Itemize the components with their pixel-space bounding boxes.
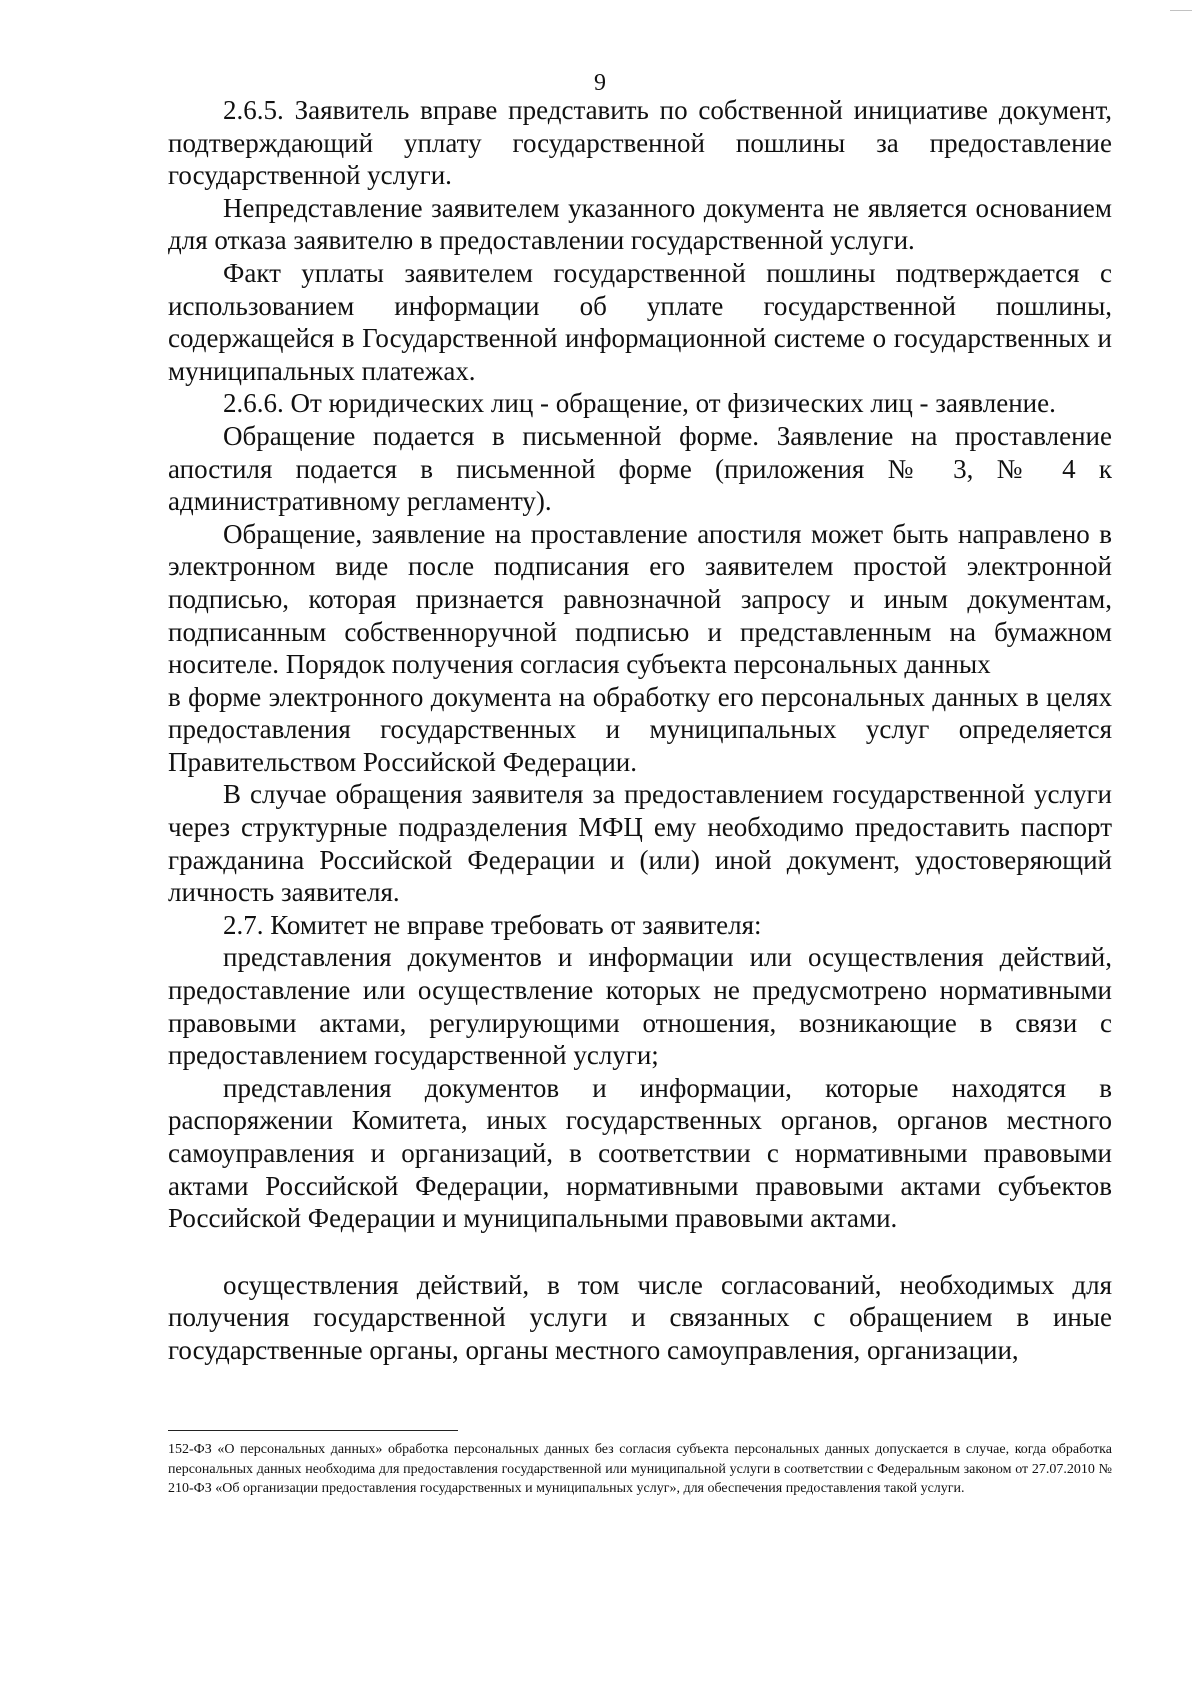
paragraph-electronic-form: Обращение, заявление на проставление апостиля может быть направлено в электронном виде после подписания его заявителем простой электронной подписью, которая признается равнозначной запросу и иным документам, подписанным собственноручной подписью и представленным на бумажном носителе. Порядок получения согласия субъекта персональных данных — [168, 518, 1112, 680]
paragraph-mfc: В случае обращения заявителя за предоставлением государственной услуги через структурные подразделения МФЦ ему необходимо предоставить паспорт гражданина Российской Федерации и (или) иной документ, удостоверяющий личность заявителя. — [168, 779, 1112, 908]
footnote-text: 152-ФЗ «О персональных данных» обработка персональных данных без согласия субъекта персональных данных допускается в случае, когда обработка персональных данных необходима для предоставления государственной или муниципальной услуги в соответствии с Федеральным законом от 27.07.2010 № 210-ФЗ «Об организации предоставления государственных и муниципальных услуг», для обеспечения предоставления такой услуги. — [168, 1442, 1112, 1496]
paragraph-approvals: осуществления действий, в том числе согласований, необходимых для получения государственной услуги и связанных с обращением в иные государственные органы, органы местного самоуправления, организации, — [168, 1269, 1112, 1365]
document-body — [168, 94, 1112, 1367]
paragraph-nonsubmission: Непредставление заявителем указанного документа не является основанием для отказа заявителю в предоставлении государственной услуги. — [168, 192, 1112, 256]
paragraph-consent-continuation: в форме электронного документа на обработку его персональных данных в целях предоставления государственных и муниципальных услуг определяется Правительством Российской Федерации. — [168, 681, 1112, 777]
page-number: 9 — [594, 70, 606, 96]
paragraph-payment-fact: Факт уплаты заявителем государственной пошлины подтверждается с использованием информации об уплате государственной пошлины, содержащейся в Государственной информационной системе о государственных и муниципальных платежах. — [168, 257, 1112, 386]
paragraph-not-required-actions: представления документов и информации или осуществления действий, предоставление или осуществление которых не предусмотрено нормативными правовыми актами, регулирующими отношения, возникающие в связи с предоставлением государственной услуги; — [168, 942, 1112, 1071]
scan-artifact — [1170, 10, 1192, 19]
paragraph-written-form: Обращение подается в письменной форме. Заявление на проставление апостиля подается в письменной форме (приложения № 3, № 4 к административному регламенту). — [168, 420, 1112, 517]
paragraph-not-required-documents: представления документов и информации, которые находятся в распоряжении Комитета, иных государственных органов, органов местного самоуправления и организаций, в соответствии с нормативными правовыми актами Российской Федерации, нормативными правовыми актами субъектов Российской Федерации и муниципальными правовыми актами. — [168, 1072, 1112, 1234]
paragraph-2-7: 2.7. Комитет не вправе требовать от заявителя: — [223, 909, 762, 940]
footnote-separator — [168, 1430, 458, 1431]
paragraph-2-6-5: 2.6.5. Заявитель вправе представить по собственной инициативе документ, подтверждающий уплату государственной пошлины за предоставление государственной услуги. — [168, 95, 1112, 191]
paragraph-2-6-6: 2.6.6. От юридических лиц - обращение, от физических лиц - заявление. — [223, 388, 1056, 419]
